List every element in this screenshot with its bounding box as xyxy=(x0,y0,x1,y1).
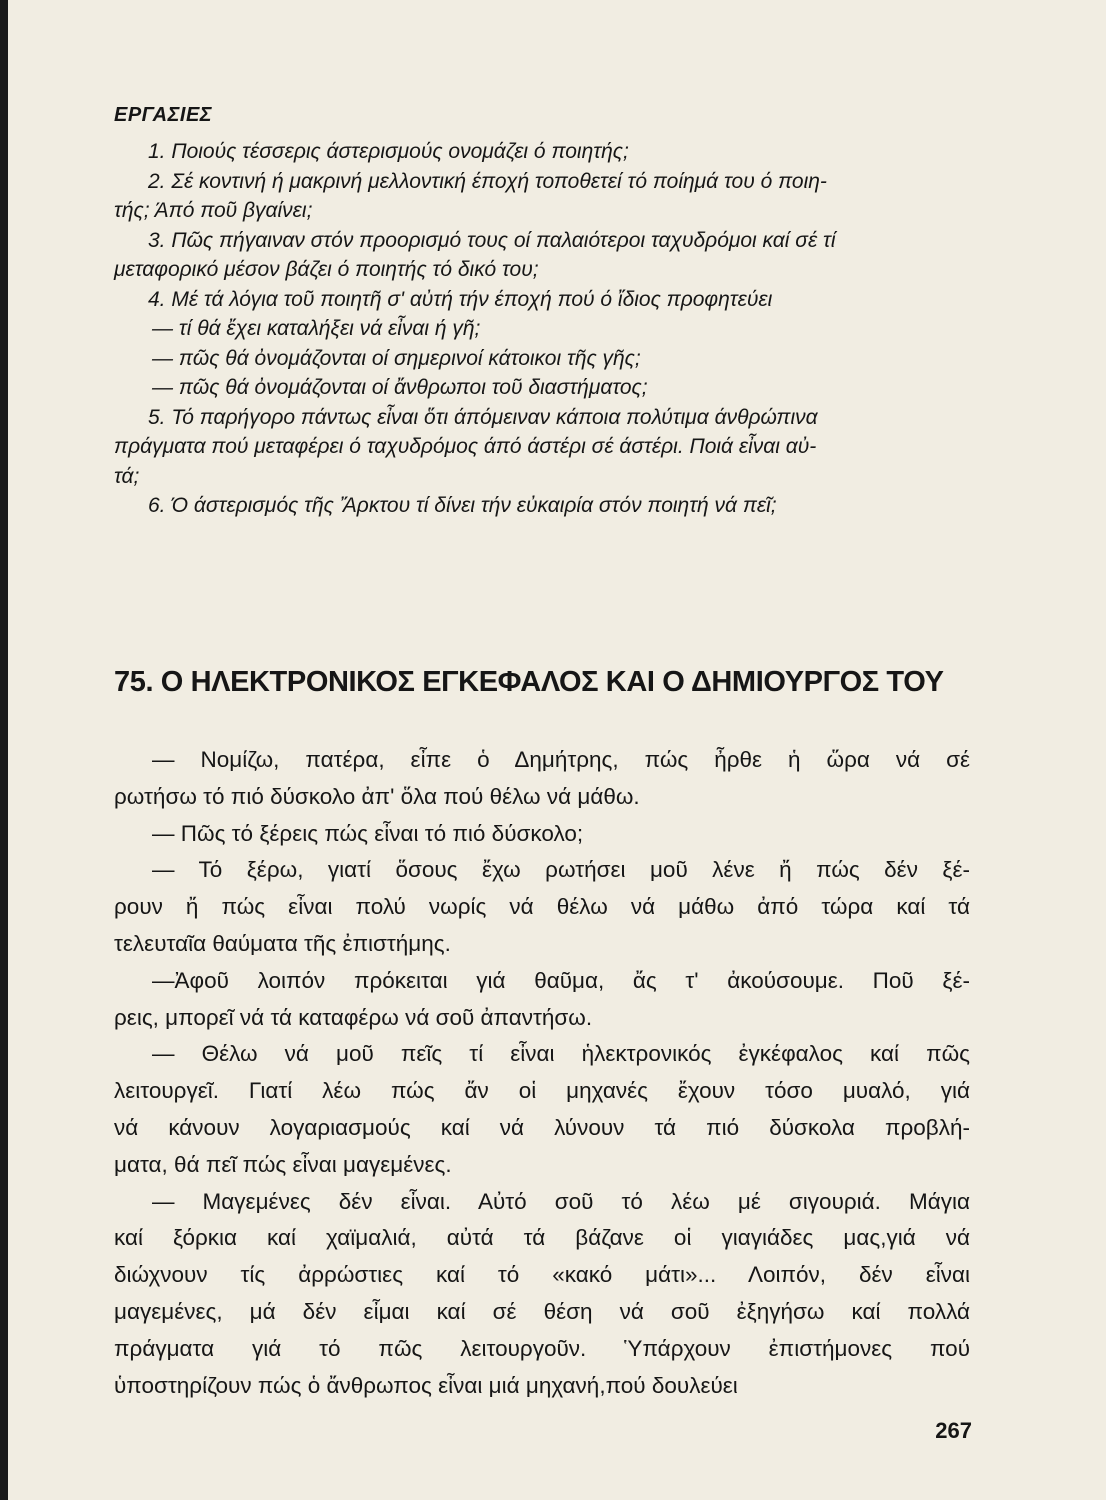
exercises-section xyxy=(114,104,970,521)
text-line: — Μαγεμένες δέν εἶναι. Αὐτό σοῦ τό λέω μέ σιγουριά. Μάγια xyxy=(152,1188,970,1214)
exercise-line: 4. Μέ τά λόγια τοῦ ποιητῆ σ' αὐτή τήν έποχή πού ό ἴδιος προφητεύει xyxy=(148,287,773,311)
exercise-line: 1. Ποιούς τέσσερις άστερισμούς ονομάζει ό ποιητής; xyxy=(148,140,629,163)
text-line: νά κάνουν λογαριασμούς καί νά λύνουν τά πιό δύσκολα προβλή- xyxy=(114,1114,970,1140)
exercise-line: πράγματα πού μεταφέρει ό ταχυδρόμος άπό άστέρι σέ άστέρι. Ποιά εἶναι αὐ- xyxy=(114,435,817,458)
text-line: καί ξόρκια καί χαϊμαλιά, αὐτά τά βάζανε οἱ γιαγιάδες μας,γιά νά xyxy=(114,1225,970,1251)
text-line: — Πῶς τό ξέρεις πώς εἶναι τό πιό δύσκολο; xyxy=(152,820,584,846)
exercise-line: 3. Πῶς πήγαιναν στόν προορισμό τους οί παλαιότεροι ταχυδρόμοι καί σέ τί xyxy=(148,228,836,252)
exercise-line: 6. Ό άστερισμός τῆς Ἄρκτου τί δίνει τήν εὐκαιρία στόν ποιητή νά πεῖ; xyxy=(148,494,777,517)
exercise-line: — πῶς θά ὀνομάζονται οί σημερινοί κάτοικοι τῆς γῆς; xyxy=(152,346,641,370)
book-page xyxy=(8,0,1106,1500)
text-line: τελευταῖα θαύματα τῆς ἐπιστήμης. xyxy=(114,930,451,956)
chapter-body xyxy=(114,742,970,1404)
text-line: λειτουργεῖ. Γιατί λέω πώς ἄν οἱ μηχανές ἔχουν τόσο μυαλό, γιά xyxy=(114,1078,970,1104)
exercise-line: — τί θά ἔχει καταλήξει νά εἶναι ή γῆ; xyxy=(152,317,481,340)
text-line: — Θέλω νά μοῦ πεῖς τί εἶναι ἡλεκτρονικός ἐγκέφαλος καί πῶς xyxy=(152,1041,970,1067)
text-line: ρωτήσω τό πιό δύσκολο ἀπ' ὅλα πού θέλω νά μάθω. xyxy=(114,783,640,809)
text-line: — Νομίζω, πατέρα, εἶπε ὁ Δημήτρης, πώς ἦρθε ἡ ὥρα νά σέ xyxy=(152,747,970,772)
text-line: μαγεμένες, μά δέν εἶμαι καί σέ θέση νά σοῦ ἐξηγήσω καί πολλά xyxy=(114,1298,970,1324)
paragraph xyxy=(114,963,970,1037)
exercises-title: ΕΡΓΑΣΙΕΣ xyxy=(114,104,213,126)
text-line: ματα, θά πεῖ πώς εἶναι μαγεμένες. xyxy=(114,1151,452,1177)
exercise-line: 2. Σέ κοντινή ή μακρινή μελλοντική έποχή τοποθετεί τό ποίημά του ό ποιη- xyxy=(148,169,827,193)
chapter-title: 75. Ο ΗΛΕΚΤΡΟΝΙΚΟΣ ΕΓΚΕΦΑΛΟΣ ΚΑΙ Ο ΔΗΜΙΟΥΡΓΟΣ ΤΟΥ xyxy=(114,666,944,698)
paragraph xyxy=(114,852,970,962)
text-line: ρεις, μπορεῖ νά τά καταφέρω νά σοῦ ἀπαντήσω. xyxy=(114,1004,593,1030)
paragraph xyxy=(114,1036,970,1183)
exercise-line: τής; Άπό ποῦ βγαίνει; xyxy=(114,199,313,222)
page-number: 267 xyxy=(935,1418,972,1443)
text-line: — Τό ξέρω, γιατί ὅσους ἔχω ρωτήσει μοῦ λένε ἤ πώς δέν ξέ- xyxy=(152,857,970,883)
exercise-line: τά; xyxy=(114,464,140,488)
text-line: διώχνουν τίς ἀρρώστιες καί τό «κακό μάτι»... Λοιπόν, δέν εἶναι xyxy=(114,1262,970,1288)
exercise-line: — πῶς θά ὀνομάζονται οί ἄνθρωποι τοῦ διαστήματος; xyxy=(152,376,648,399)
exercises-list xyxy=(114,137,970,521)
exercise-line: 5. Τό παρήγορο πάντως εἶναι ὅτι άπόμειναν κάποια πολύτιμα άνθρώπινα xyxy=(148,405,818,429)
text-line: ὑποστηρίζουν πώς ὁ ἄνθρωπος εἶναι μιά μηχανή,πού δουλεύει xyxy=(114,1372,738,1398)
paragraph xyxy=(114,816,970,853)
paragraph xyxy=(114,742,970,816)
text-line: πράγματα γιά τό πῶς λειτουργοῦν. Ὑπάρχουν ἐπιστήμονες πού xyxy=(114,1335,970,1361)
exercise-line: μεταφορικό μέσον βάζει ό ποιητής τό δικό του; xyxy=(114,258,539,281)
text-line: —Ἀφοῦ λοιπόν πρόκειται γιά θαῦμα, ἄς τ' ἀκούσουμε. Ποῦ ξέ- xyxy=(152,967,970,993)
text-line: ρουν ἤ πώς εἶναι πολύ νωρίς νά θέλω νά μάθω ἀπό τώρα καί τά xyxy=(114,894,970,920)
paragraph xyxy=(114,1184,970,1405)
